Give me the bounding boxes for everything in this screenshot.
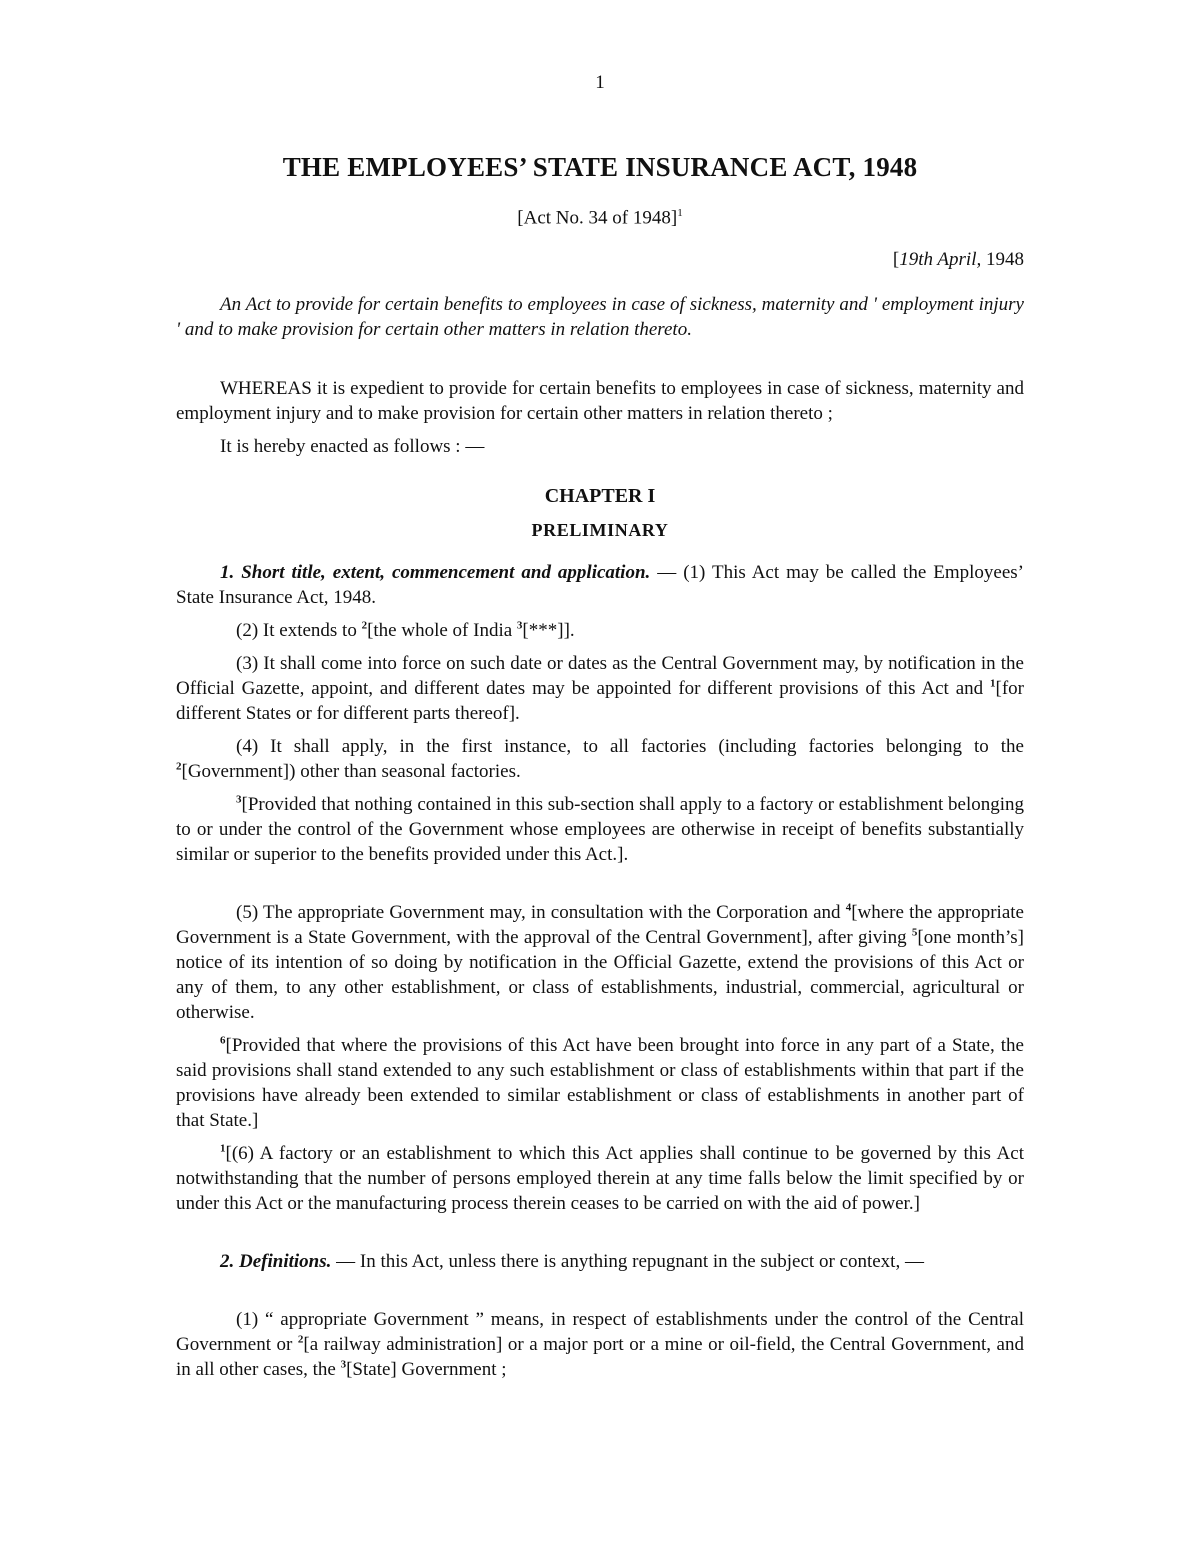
section-2 [176,1249,1024,1274]
section-1-text: — (1) This Act may be called the Employees’ State Insurance Act, 1948. [176,562,1024,608]
footnote-marker: 3 [340,1358,347,1371]
act-title: THE EMPLOYEES’ STATE INSURANCE ACT, 1948 [282,152,918,182]
subsection-1-2 [176,618,1024,643]
act-number-text: [Act No. 34 of 1948] [517,207,678,229]
clause-2-1-text-a: (1) “ appropriate Government ” means, in respect of establishments under the control of the Central Government or [176,1309,1024,1355]
subsection-1-6 [176,1141,1024,1216]
subsection-1-4-text-a: (4) It shall apply, in the first instance, to all factories (including factories belonging to the [236,736,1024,757]
enactment-date [893,249,1024,271]
subsection-1-4-text-b: [Government]) other than seasonal factories. [181,761,521,782]
footnote-marker: 6 [220,1034,226,1047]
section-1 [176,560,1024,610]
footnote-marker: 2 [297,1333,304,1346]
proviso-1-text: [Provided that nothing contained in this sub-section shall apply to a factory or establishment belonging to or under the control of the Government whose employees are otherwise in receipt of benefits substantially similar or superior to the benefits provided under this Act.]. [176,794,1024,865]
footnote-marker: 5 [911,926,918,939]
section-2-text: — In this Act, unless there is anything repugnant in the subject or context, — [331,1251,924,1272]
clause-2-1-text-b: [a railway administration] or a major port or a mine or oil-field, the Central Government, and in all other cases, the [176,1334,1024,1380]
subsection-1-4 [176,734,1024,784]
subsection-1-6-text: [(6) A factory or an establishment to which this Act applies shall continue to be governed by this Act notwithstanding that the number of persons employed therein at any time falls below the limit specified by or under this Act or the manufacturing process therein ceases to be carried on with the aid of power.] [176,1143,1024,1214]
clause-2-1-text-c: [State] Government ; [346,1359,507,1380]
footnote-marker: 1 [220,1142,226,1155]
footnote-marker: 4 [845,901,852,914]
chapter-subheading: PRELIMINARY [531,520,669,540]
footnote-marker: 3 [236,793,242,806]
subsection-1-5 [176,900,1024,1025]
enacting-clause: It is hereby enacted as follows : — [220,436,485,457]
footnote-marker: 2 [361,619,368,632]
proviso-2 [176,1033,1024,1133]
subsection-1-5-text-c: [one month’s] notice of its intention of so doing by notification in the Official Gazette, extend the provisions of this Act or any of them, to any other establishment, or class of establishments, industrial, commercial, agricultural or otherwise. [176,927,1024,1023]
subsection-1-2-text-b: [the whole of India [367,620,517,641]
page-number: 1 [595,72,605,93]
act-number [176,207,1024,229]
whereas-clause: WHEREAS it is expedient to provide for certain benefits to employees in case of sickness, maternity and employment injury and to make provision for certain other matters in relation thereto ; [176,378,1024,424]
subsection-1-3-text-b: [for different States or for different parts thereof]. [176,678,1024,724]
subsection-1-2-text-a: (2) It extends to [236,620,362,641]
date-bracket: [ [892,249,900,270]
footnote-marker: 2 [176,760,182,773]
chapter-heading: CHAPTER I [544,485,656,507]
date-year: 1948 [981,249,1024,270]
footnote-marker: 1 [990,677,996,690]
subsection-1-2-text-c: [***]]. [522,620,575,641]
clause-2-1 [176,1307,1024,1382]
subsection-1-3 [176,651,1024,726]
subsection-1-3-text-a: (3) It shall come into force on such date or dates as the Central Government may, by notification in the Official Gazette, appoint, and different dates may be appointed for different provisions of this Act and [176,653,1024,699]
proviso-2-text: [Provided that where the provisions of this Act have been brought into force in any part of a State, the said provisions shall stand extended to any such establishment or class of establishments within that part if the provisions have already been extended to similar establishment or class of establishments in another part of that State.] [176,1035,1024,1131]
act-number-footnote: 1 [677,207,683,219]
preamble: An Act to provide for certain benefits to employees in case of sickness, maternity and ' employment injury ' and to make provision for certain other matters in relation thereto. [176,294,1024,340]
footnote-marker: 3 [516,619,523,632]
date-day-month: 19th April, [899,249,982,270]
section-1-heading: 1. Short title, extent, commencement and application. [220,562,651,583]
subsection-1-5-text-b: [where the appropriate Government is a State Government, with the approval of the Central Government], after giving [176,902,1024,948]
section-2-heading: 2. Definitions. [220,1251,332,1272]
proviso-1 [176,792,1024,867]
subsection-1-5-text-a: (5) The appropriate Government may, in consultation with the Corporation and [236,902,846,923]
